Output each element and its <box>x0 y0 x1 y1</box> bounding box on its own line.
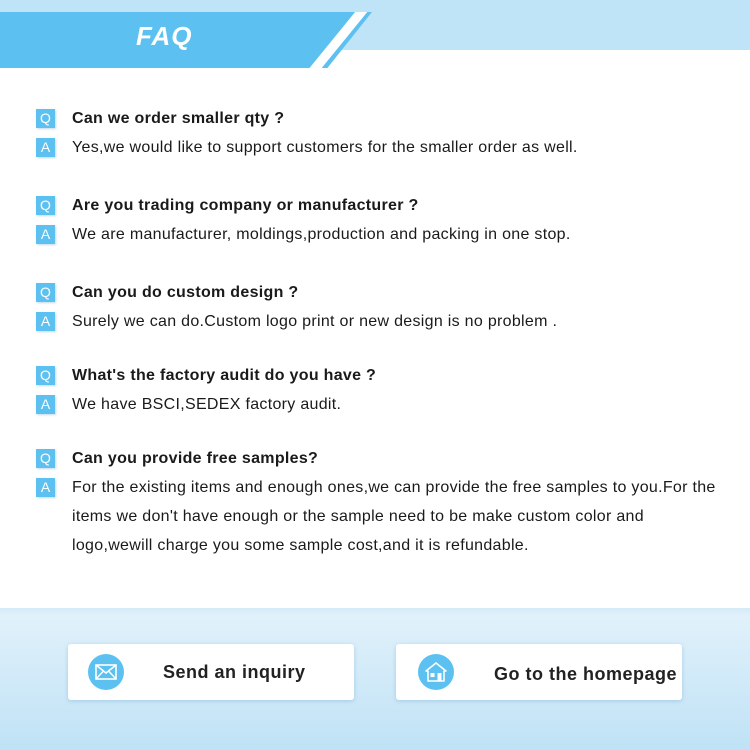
answer-text: We have BSCI,SEDEX factory audit. <box>72 396 342 413</box>
answer-row <box>36 307 726 336</box>
faq-item <box>36 278 726 336</box>
page-title: FAQ <box>136 21 193 51</box>
answer-text: Yes,we would like to support customers for the smaller order as well. <box>72 139 578 156</box>
question-text: What's the factory audit do you have ? <box>72 367 377 384</box>
question-row <box>36 361 726 390</box>
envelope-icon <box>88 654 124 690</box>
question-text: Are you trading company or manufacturer ? <box>72 197 419 214</box>
question-badge: Q <box>36 196 55 215</box>
question-row <box>36 191 726 220</box>
go-homepage-label: Go to the homepage <box>494 663 678 684</box>
question-row <box>36 278 726 307</box>
question-badge: Q <box>36 449 55 468</box>
answer-row <box>36 473 726 560</box>
answer-badge: A <box>36 395 55 414</box>
answer-text: We are manufacturer, moldings,production and packing in one stop. <box>72 226 571 243</box>
answer-text: Surely we can do.Custom logo print or new design is no problem . <box>72 313 558 330</box>
house-icon <box>418 654 454 690</box>
footer-shade <box>0 608 750 616</box>
question-badge: Q <box>36 109 55 128</box>
question-row <box>36 444 726 473</box>
question-text: Can you provide free samples? <box>72 450 319 467</box>
faq-item <box>36 191 726 249</box>
question-badge: Q <box>36 283 55 302</box>
answer-badge: A <box>36 138 55 157</box>
answer-badge: A <box>36 225 55 244</box>
question-text: Can we order smaller qty ? <box>72 110 285 127</box>
go-homepage-button[interactable] <box>396 644 682 700</box>
answer-badge: A <box>36 312 55 331</box>
answer-text: For the existing items and enough ones,we can provide the free samples to you.For the items we don't have enough or the sample need to be make custom color and logo,wewill charge you some sample cost,and it is refundable. <box>72 479 716 554</box>
faq-item <box>36 444 726 560</box>
faq-item <box>36 361 726 419</box>
faq-item <box>36 104 726 162</box>
send-inquiry-button[interactable] <box>68 644 354 700</box>
answer-badge: A <box>36 478 55 497</box>
footer-band <box>0 608 750 750</box>
question-row <box>36 104 726 133</box>
send-inquiry-label: Send an inquiry <box>163 661 306 682</box>
faq-list <box>36 104 726 585</box>
answer-row <box>36 390 726 419</box>
question-badge: Q <box>36 366 55 385</box>
question-text: Can you do custom design ? <box>72 284 299 301</box>
answer-row <box>36 220 726 249</box>
answer-row <box>36 133 726 162</box>
